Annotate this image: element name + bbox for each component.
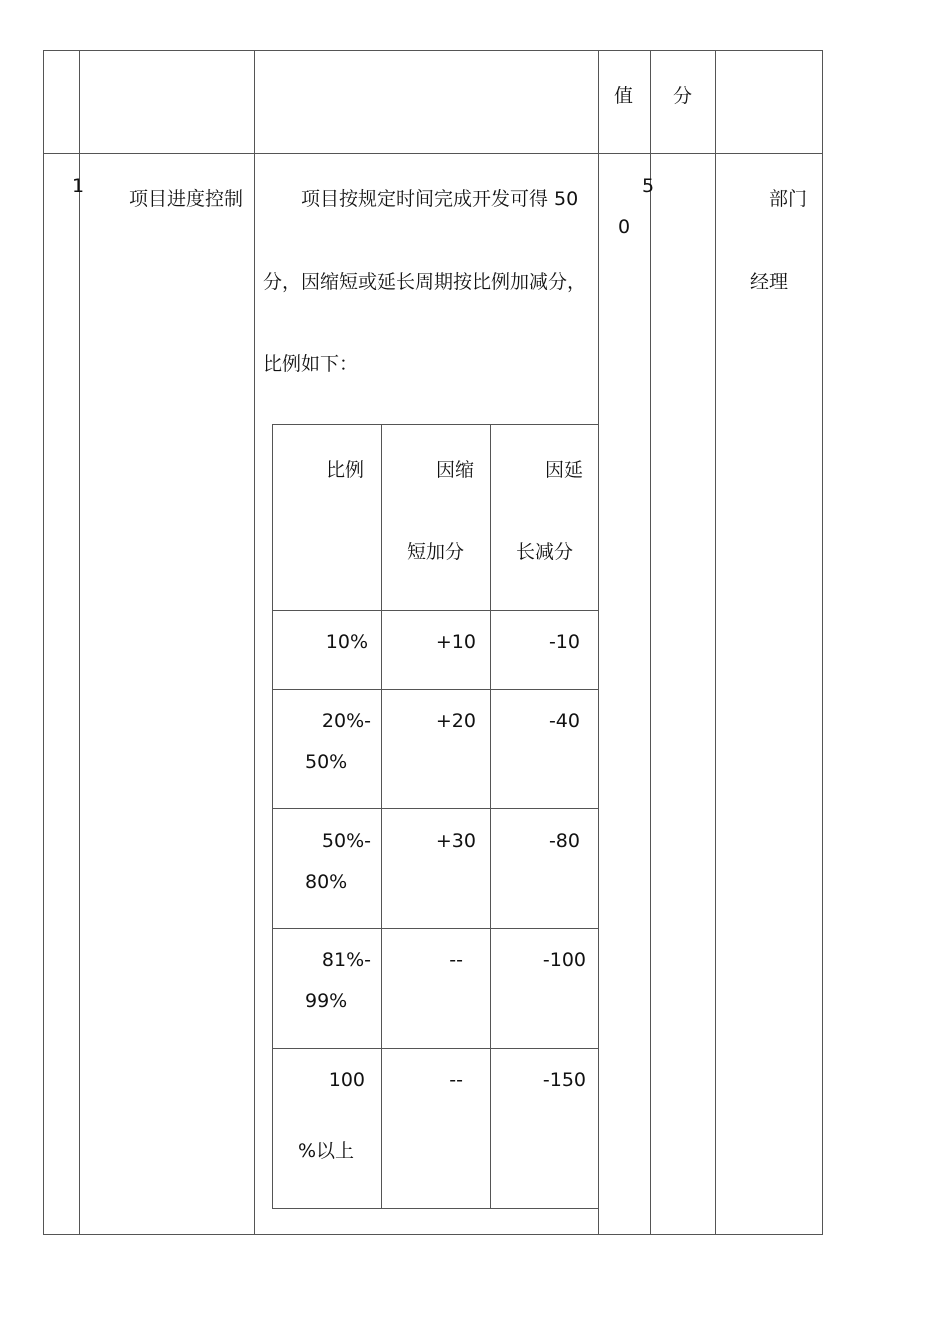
- inner-plus-value: +10: [435, 631, 476, 653]
- outer-col-line-4: [598, 50, 599, 1235]
- outer-col-line-5: [650, 50, 651, 1235]
- outer-col-line-1: [43, 50, 44, 1235]
- inner-row-divider-2: [272, 689, 599, 690]
- header-value-label: 值: [614, 85, 634, 107]
- inner-row-divider-3: [272, 808, 599, 809]
- row-number: 1: [72, 175, 85, 197]
- inner-top-border: [272, 424, 599, 425]
- inner-head-minus-line-1: 因延: [545, 459, 584, 481]
- inner-head-minus-line-2: 长减分: [516, 541, 574, 563]
- inner-ratio-line-2: 80%: [305, 871, 348, 893]
- inner-ratio-line-2: 99%: [305, 990, 348, 1012]
- inner-col-line-2: [381, 424, 382, 1209]
- inner-plus-value: --: [449, 949, 463, 971]
- inner-minus-value: -40: [548, 710, 580, 732]
- outer-col-line-7: [822, 50, 823, 1235]
- inner-ratio-line-1: 81%-: [321, 949, 371, 971]
- outer-col-line-2: [79, 50, 80, 1235]
- outer-col-line-3: [254, 50, 255, 1235]
- outer-bottom-border: [43, 1234, 823, 1235]
- inner-row-divider-1: [272, 610, 599, 611]
- inner-col-line-1: [272, 424, 273, 1209]
- row-desc-line-1: 项目按规定时间完成开发可得 50: [301, 188, 579, 210]
- inner-row-divider-4: [272, 928, 599, 929]
- outer-header-divider: [43, 153, 823, 154]
- inner-ratio-line-2: 50%: [305, 751, 348, 773]
- outer-col-line-6: [715, 50, 716, 1235]
- outer-top-border: [43, 50, 823, 51]
- row-item-name: 项目进度控制: [129, 188, 244, 210]
- row-value-top: 5: [642, 175, 655, 197]
- inner-minus-value: -80: [548, 830, 580, 852]
- inner-ratio-line-1: 50%-: [321, 830, 371, 852]
- header-score-label: 分: [673, 85, 693, 107]
- inner-ratio-line-1: 10%: [325, 631, 368, 653]
- inner-minus-value: -100: [542, 949, 586, 971]
- inner-plus-value: +20: [435, 710, 476, 732]
- inner-ratio-line-2: %以上: [298, 1140, 355, 1162]
- inner-head-ratio: 比例: [326, 459, 365, 481]
- row-desc-line-3: 比例如下：: [263, 353, 359, 375]
- row-desc-line-2: 分，因缩短或延长周期按比例加减分，: [263, 271, 587, 293]
- inner-row-divider-5: [272, 1048, 599, 1049]
- inner-plus-value: --: [449, 1069, 463, 1091]
- row-owner-line-1: 部门: [769, 188, 808, 210]
- inner-bottom-border: [272, 1208, 599, 1209]
- row-value-bottom: 0: [618, 216, 631, 238]
- inner-head-plus-line-1: 因缩: [436, 459, 475, 481]
- inner-ratio-line-1: 20%-: [321, 710, 371, 732]
- inner-minus-value: -150: [542, 1069, 586, 1091]
- inner-plus-value: +30: [435, 830, 476, 852]
- inner-col-line-3: [490, 424, 491, 1209]
- row-owner-line-2: 经理: [750, 271, 789, 293]
- inner-minus-value: -10: [548, 631, 580, 653]
- inner-head-plus-line-2: 短加分: [407, 541, 465, 563]
- inner-ratio-line-1: 100: [328, 1069, 365, 1091]
